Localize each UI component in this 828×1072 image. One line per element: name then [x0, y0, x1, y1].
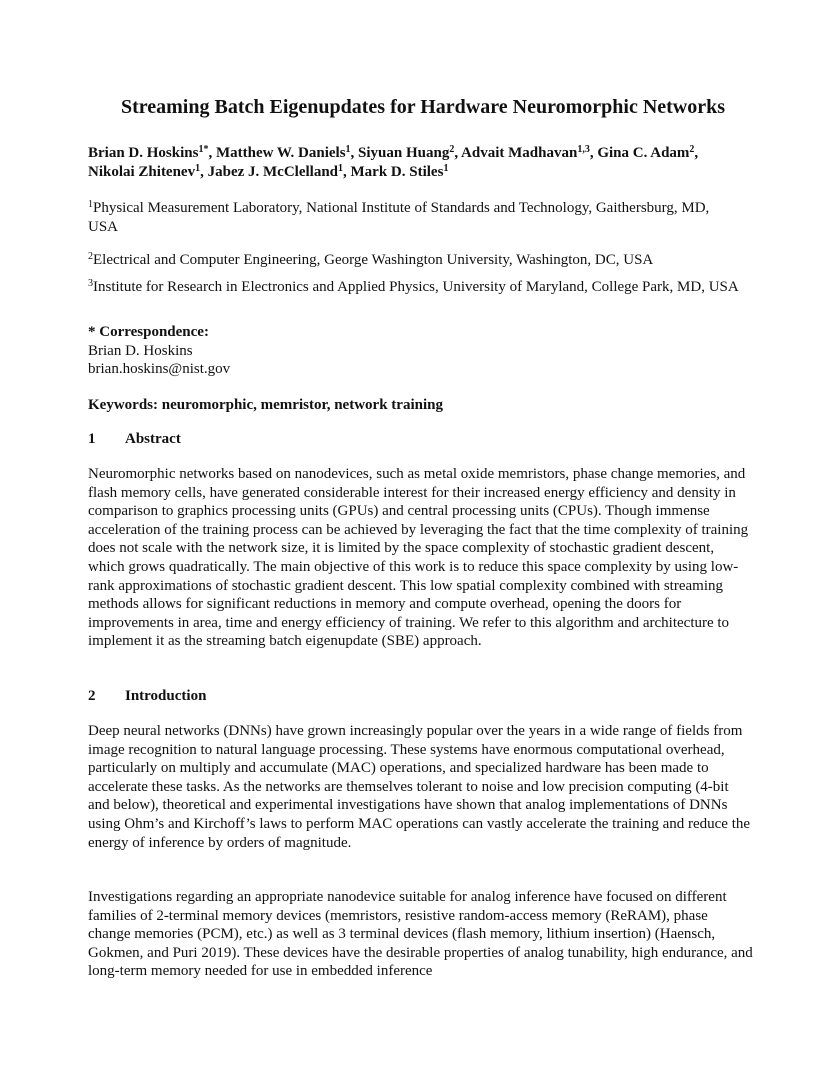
affiliation [88, 199, 743, 236]
author-name: Siyuan Huang [358, 145, 450, 161]
author-name: Jabez J. McClelland [207, 164, 339, 180]
author-separator: , [350, 145, 359, 161]
author-separator: , [454, 145, 462, 161]
affiliation [88, 251, 743, 270]
affiliation-mark: 3 [88, 278, 93, 289]
paper-title: Streaming Batch Eigenupdates for Hardware Neuromorphic Networks [120, 96, 726, 118]
section-heading-introduction [88, 687, 206, 706]
author-separator: , [589, 145, 598, 161]
author-name: Mark D. Stiles [350, 164, 444, 180]
body-paragraph: Investigations regarding an appropriate nanodevice suitable for analog inference have focused on different families of 2-terminal memory devices (memristors, resistive random-access memory (ReRAM), phase change memories (PCM), etc.) as well as 3 terminal devices (flash memory, lithium insertion) (Haensch, Gokmen, and Puri 2019). These devices have the desirable properties of analog tunability, high endurance, and long-term memory needed for use in embedded inference [88, 889, 753, 980]
author-affiliation-mark: 2 [449, 144, 455, 155]
author-name: Brian D. Hoskins [88, 145, 199, 161]
author-affiliation-mark: 1 [443, 163, 449, 174]
correspondence-email: brian.hoskins@nist.gov [88, 361, 231, 378]
affiliation-text: Physical Measurement Laboratory, National Institute of Standards and Technology, Gaithersburg, MD, USA [88, 200, 710, 235]
author-list [88, 144, 748, 182]
author-affiliation-mark: 1 [338, 163, 344, 174]
affiliation-mark: 1 [88, 199, 93, 210]
author-affiliation-mark: 2 [689, 144, 695, 155]
keywords: Keywords: neuromorphic, memristor, network training [88, 397, 443, 413]
author-affiliation-mark: 1,3 [577, 144, 590, 155]
author-affiliation-mark: 1 [195, 163, 201, 174]
affiliation-text: Electrical and Computer Engineering, George Washington University, Washington, DC, USA [93, 252, 654, 268]
author-name: Advait Madhavan [461, 145, 578, 161]
author-affiliation-mark: 1* [198, 144, 209, 155]
affiliation-text: Institute for Research in Electronics and Applied Physics, University of Maryland, College Park, MD, USA [93, 279, 739, 295]
section-heading-abstract [88, 430, 181, 449]
section-number: 2 [88, 688, 96, 704]
affiliation-mark: 2 [88, 251, 93, 262]
correspondence-heading: * Correspondence: [88, 324, 209, 340]
author-separator: , [208, 145, 216, 161]
author-separator: , [694, 145, 699, 161]
section-title: Introduction [125, 688, 207, 704]
author-name: Nikolai Zhitenev [88, 164, 196, 180]
section-title: Abstract [125, 431, 181, 447]
section-number: 1 [88, 431, 96, 447]
author-separator: , [343, 164, 351, 180]
author-affiliation-mark: 1 [345, 144, 351, 155]
body-paragraph: Deep neural networks (DNNs) have grown increasingly popular over the years in a wide range of fields from image recognition to natural language processing. These systems have enormous computational overhead, particularly on multiply and accumulate (MAC) operations, and specialized hardware has been made to accelerate these tasks. As the networks are themselves tolerant to noise and low precision computing (4-bit and below), theoretical and experimental investigations have shown that analog implementations of DNNs using Ohm’s and Kirchoff’s laws to perform MAC operations can vastly accelerate the training and reduce the energy of inference by orders of magnitude. [88, 723, 751, 851]
author-name: Matthew W. Daniels [215, 145, 346, 161]
author-name: Gina C. Adam [597, 145, 690, 161]
author-separator: , [200, 164, 208, 180]
correspondence-name: Brian D. Hoskins [88, 342, 193, 359]
abstract-paragraph: Neuromorphic networks based on nanodevices, such as metal oxide memristors, phase change memories, and flash memory cells, have generated considerable interest for their increased energy efficiency and density in comparison to graphics processing units (GPUs) and central processing units (CPUs). Though immense acceleration of the training process can be achieved by leveraging the fact that the time complexity of training does not scale with the network size, it is limited by the space complexity of stochastic gradient descent, which grows quadratically. The main objective of this work is to reduce this space complexity by using low-rank approximations of stochastic gradient descent. This low spatial complexity combined with streaming methods allows for significant reductions in memory and compute overhead, opening the doors for improvements in area, time and energy efficiency of training. We refer to this algorithm and architecture to implement it as the streaming batch eigenupdate (SBE) approach. [88, 466, 749, 650]
correspondence-block [88, 323, 743, 379]
affiliation [88, 278, 743, 297]
